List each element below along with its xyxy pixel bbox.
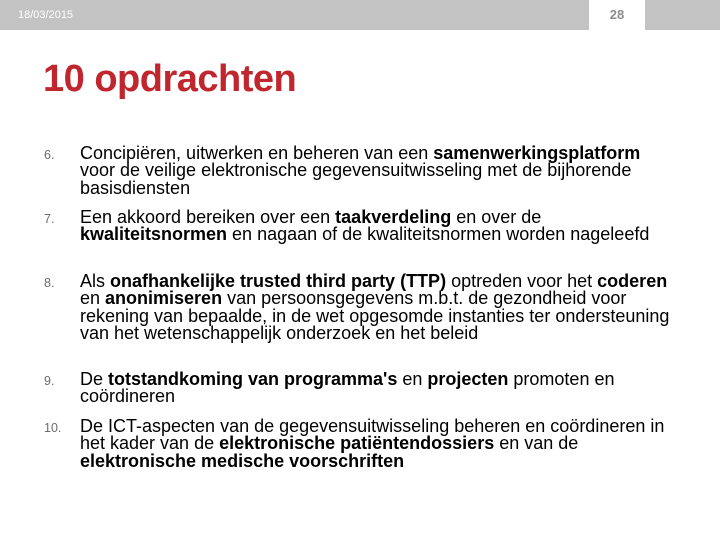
item-text-run: De ICT-aspecten van de gegevensuitwisseling beheren en coördineren in het kader van de (80, 416, 665, 454)
item-text-bold: coderen (597, 271, 668, 291)
item-text-run: en over de (451, 207, 542, 227)
item-text-run: en van de (494, 433, 579, 454)
item-number: 7. (44, 212, 55, 226)
item-text-bold: totstandkoming van programma's (108, 369, 398, 389)
item-text-bold: elektronische patiëntendossiers (219, 433, 495, 454)
item-text (80, 145, 680, 197)
item-text-bold: kwaliteitsnormen (80, 224, 228, 245)
item-number: 6. (44, 148, 55, 162)
slide-number-tab (589, 0, 645, 36)
item-text-bold: onafhankelijke trusted third party (TTP) (110, 271, 447, 291)
item-text-run: Als (80, 271, 111, 291)
item-number: 9. (44, 374, 55, 388)
item-text-run: promoten en coördineren (80, 369, 615, 407)
item-text (80, 371, 680, 406)
item-text-run: en (397, 369, 428, 389)
item-text-bold: anonimiseren (105, 288, 223, 309)
item-text-run: Concipiëren, uitwerken en beheren van een (80, 143, 434, 163)
item-text (80, 209, 680, 244)
item-text-run: voor de veilige elektronische gegevensuitwisseling met de bijhorende basisdiensten (80, 160, 632, 198)
item-number: 8. (44, 276, 55, 290)
item-text-run: De (80, 369, 109, 389)
item-text-bold: projecten (427, 369, 509, 389)
slide-number: 28 (609, 7, 625, 22)
item-text-bold: elektronische medische voorschriften (80, 450, 405, 471)
item-text-run: en (80, 288, 106, 309)
item-text-run: Een akkoord bereiken over een (80, 207, 336, 227)
item-text-run: en nagaan of de kwaliteitsnormen worden nageleefd (227, 224, 650, 245)
item-text-run: optreden voor het (446, 271, 598, 291)
slide-date: 18/03/2015 (18, 9, 74, 21)
item-text-run: van persoonsgegevens m.b.t. de gezondheid voor rekening van bepaalde, in de wet opgesomde instanties ter ondersteuning van het wetenschappelijk onderzoek en het beleid (80, 288, 670, 343)
item-text (80, 273, 680, 342)
item-text-bold: samenwerkingsplatform (433, 143, 641, 163)
item-text (80, 418, 680, 470)
slide-title: 10 opdrachten (43, 58, 297, 100)
item-number: 10. (44, 421, 62, 435)
item-text-bold: taakverdeling (335, 207, 452, 227)
